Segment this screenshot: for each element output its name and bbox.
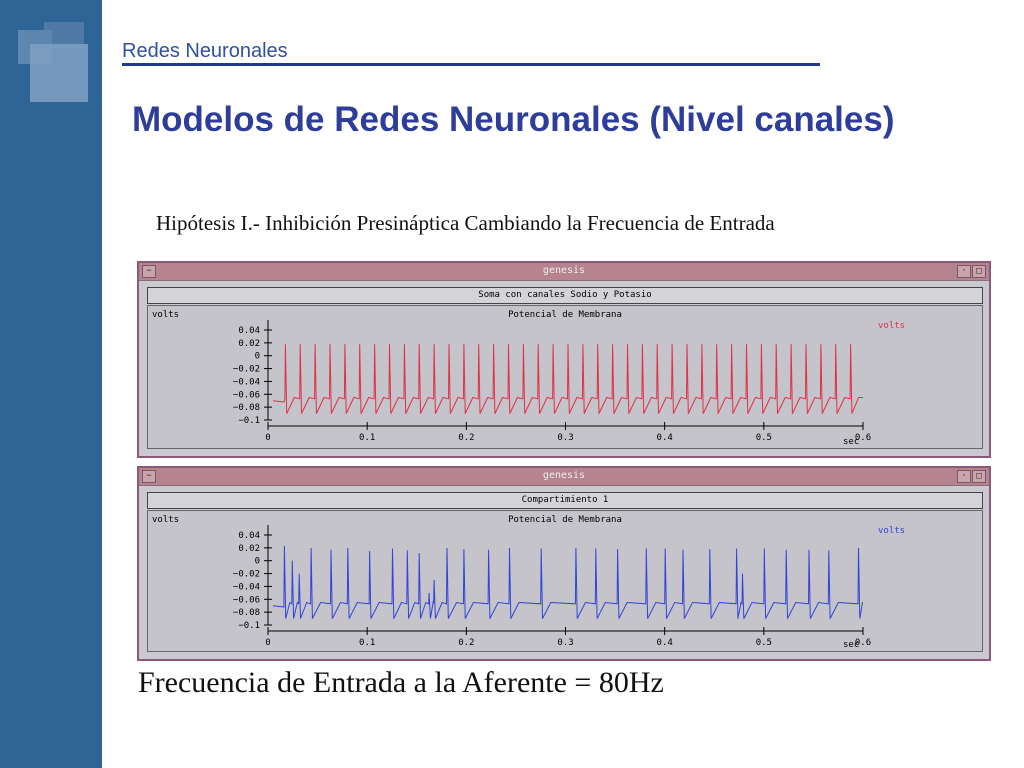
x-tick-label: 0.5: [755, 638, 772, 648]
y-tick-label: −0.1: [238, 621, 260, 631]
y-tick-label: −0.08: [232, 403, 260, 414]
legend-entry: volts: [878, 321, 906, 331]
maximize-icon[interactable]: □: [972, 470, 986, 483]
y-tick-label: 0: [254, 351, 260, 362]
y-tick-label: −0.02: [232, 569, 260, 580]
genesis-window-1: [137, 261, 991, 458]
y-tick-label: 0.04: [238, 326, 260, 336]
y-tick-label: 0.02: [238, 338, 260, 349]
y-tick-label: 0.02: [238, 543, 260, 554]
legend-entry: volts: [878, 526, 906, 536]
x-tick-label: 0.3: [557, 638, 574, 648]
chart-title: Potencial de Membrana: [508, 310, 622, 320]
window-title: genesis: [542, 265, 586, 276]
maximize-icon[interactable]: □: [972, 265, 986, 278]
y-tick-label: −0.06: [232, 595, 260, 606]
x-tick-label: 0.6: [854, 638, 872, 648]
window-titlebar[interactable]: [139, 468, 989, 486]
footer-caption: Frecuencia de Entrada a la Aferente = 80Hz: [138, 666, 664, 699]
y-tick-label: −0.1: [238, 416, 260, 426]
graph-label: Soma con canales Sodio y Potasio: [147, 287, 983, 304]
plot-area: [147, 305, 983, 449]
membrane-potential-chart-1: [148, 306, 982, 448]
window-menu-icon[interactable]: −: [142, 470, 156, 483]
y-tick-label: −0.04: [232, 582, 260, 593]
x-tick-label: 0.5: [755, 433, 772, 443]
x-tick-label: 0: [265, 433, 271, 443]
chart-title: Potencial de Membrana: [508, 515, 622, 525]
y-tick-label: 0: [254, 556, 260, 567]
y-tick-label: −0.06: [232, 390, 260, 401]
window-titlebar[interactable]: [139, 263, 989, 281]
x-tick-label: 0.2: [458, 638, 475, 648]
plot-area: [147, 510, 983, 652]
decorative-square: [30, 44, 88, 102]
genesis-window-2: [137, 466, 991, 661]
x-tick-label: 0.4: [656, 433, 673, 443]
x-tick-label: 0.6: [854, 433, 872, 443]
minimize-icon[interactable]: ·: [957, 470, 971, 483]
x-axis-label: sec: [843, 437, 860, 447]
y-tick-label: −0.02: [232, 364, 260, 375]
graph-label: Compartimiento 1: [147, 492, 983, 509]
membrane-potential-chart-2: [148, 511, 982, 651]
x-tick-label: 0.1: [359, 433, 376, 443]
y-tick-label: −0.08: [232, 608, 260, 619]
sidebar-decoration: [0, 0, 102, 768]
y-tick-label: −0.04: [232, 377, 260, 388]
volts-trace: [273, 546, 863, 619]
page-title: Modelos de Redes Neuronales (Nivel canales): [132, 100, 895, 139]
minimize-icon[interactable]: ·: [957, 265, 971, 278]
x-axis-label: sec: [843, 640, 860, 650]
x-tick-label: 0.3: [557, 433, 574, 443]
section-header: Redes Neuronales: [122, 40, 288, 62]
window-title: genesis: [542, 470, 586, 481]
y-tick-label: 0.04: [238, 531, 260, 541]
slide-subtitle: Hipótesis I.- Inhibición Presináptica Cambiando la Frecuencia de Entrada: [156, 211, 775, 235]
y-axis-label: volts: [152, 310, 180, 320]
x-tick-label: 0.1: [359, 638, 376, 648]
x-tick-label: 0.2: [458, 433, 475, 443]
window-menu-icon[interactable]: −: [142, 265, 156, 278]
header-underline: [122, 63, 820, 66]
x-tick-label: 0: [265, 638, 271, 648]
volts-trace: [273, 344, 863, 414]
x-tick-label: 0.4: [656, 638, 673, 648]
y-axis-label: volts: [152, 515, 180, 525]
